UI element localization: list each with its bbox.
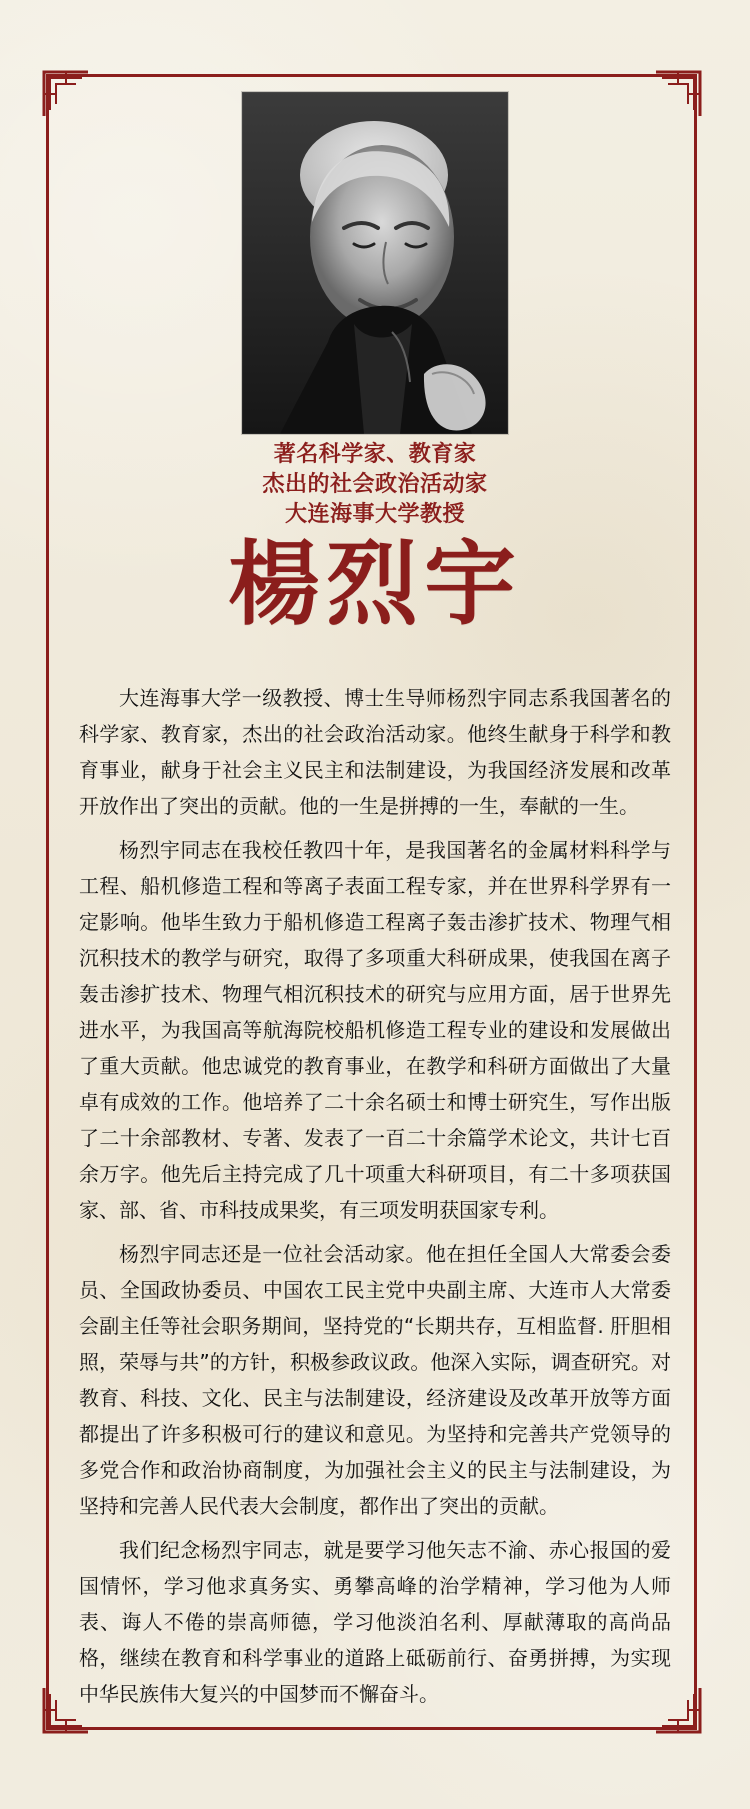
biography-paragraph: 杨烈宇同志还是一位社会活动家。他在担任全国人大常委会委员、全国政协委员、中国农工民主党中央副主席、大连市人大常委会副主任等社会职务期间，坚持党的“长期共存，互相监督. 肝胆相照，荣辱与共”的方针，积极参政议政。他深入实际，调查研究。对教育、科技、文化、民主与法制建设，经济建设及改革开放等方面都提出了许多积极可行的建议和意见。为坚持和完善共产党领导的多党合作和政治协商制度，为加强社会主义的民主与法制建设，为坚持和完善人民代表大会制度，都作出了突出的贡献。 bbox=[79, 1242, 671, 1518]
title-line: 杰出的社会政治活动家 bbox=[262, 472, 488, 497]
person-name: 楊烈宇 bbox=[227, 530, 522, 638]
biography-paragraph: 大连海事大学一级教授、博士生导师杨烈宇同志系我国著名的科学家、教育家，杰出的社会政治活动家。他终生献身于科学和教育事业，献身于社会主义民主和法制建设，为我国经济发展和改革开放作出了突出的贡献。他的一生是拼搏的一生，奉献的一生。 bbox=[79, 686, 671, 818]
biography-paragraph: 我们纪念杨烈宇同志，就是要学习他矢志不渝、赤心报国的爱国情怀，学习他求真务实、勇攀高峰的治学精神，学习他为人师表、诲人不倦的崇高师德，学习他淡泊名利、厚献薄取的高尚品格，继续在教育和科学事业的道路上砥砺前行、奋勇拼搏，为实现中华民族伟大复兴的中国梦而不懈奋斗。 bbox=[79, 1538, 671, 1706]
title-line: 著名科学家、教育家 bbox=[273, 442, 477, 467]
corner-ornament-icon bbox=[654, 70, 702, 118]
biography-text bbox=[79, 680, 671, 1720]
honorific-titles bbox=[0, 440, 750, 530]
title-line: 大连海事大学教授 bbox=[284, 502, 465, 527]
corner-ornament-icon bbox=[42, 70, 90, 118]
biography-paragraph: 杨烈宇同志在我校任教四十年，是我国著名的金属材料科学与工程、船机修造工程和等离子表面工程专家，并在世界科学界有一定影响。他毕生致力于船机修造工程离子轰击渗扩技术、物理气相沉积技术的教学与研究，取得了多项重大科研成果，使我国在离子轰击渗扩技术、物理气相沉积技术的研究与应用方面，居于世界先进水平，为我国高等航海院校船机修造工程专业的建设和发展做出了重大贡献。他忠诚党的教育事业，在教学和科研方面做出了大量卓有成效的工作。他培养了二十余名硕士和博士研究生，写作出版了二十余部教材、专著、发表了一百二十余篇学术论文，共计七百余万字。他先后主持完成了几十项重大科研项目，有二十多项获国家、部、省、市科技成果奖，有三项发明获国家专利。 bbox=[79, 838, 671, 1222]
portrait-photo bbox=[242, 92, 508, 434]
